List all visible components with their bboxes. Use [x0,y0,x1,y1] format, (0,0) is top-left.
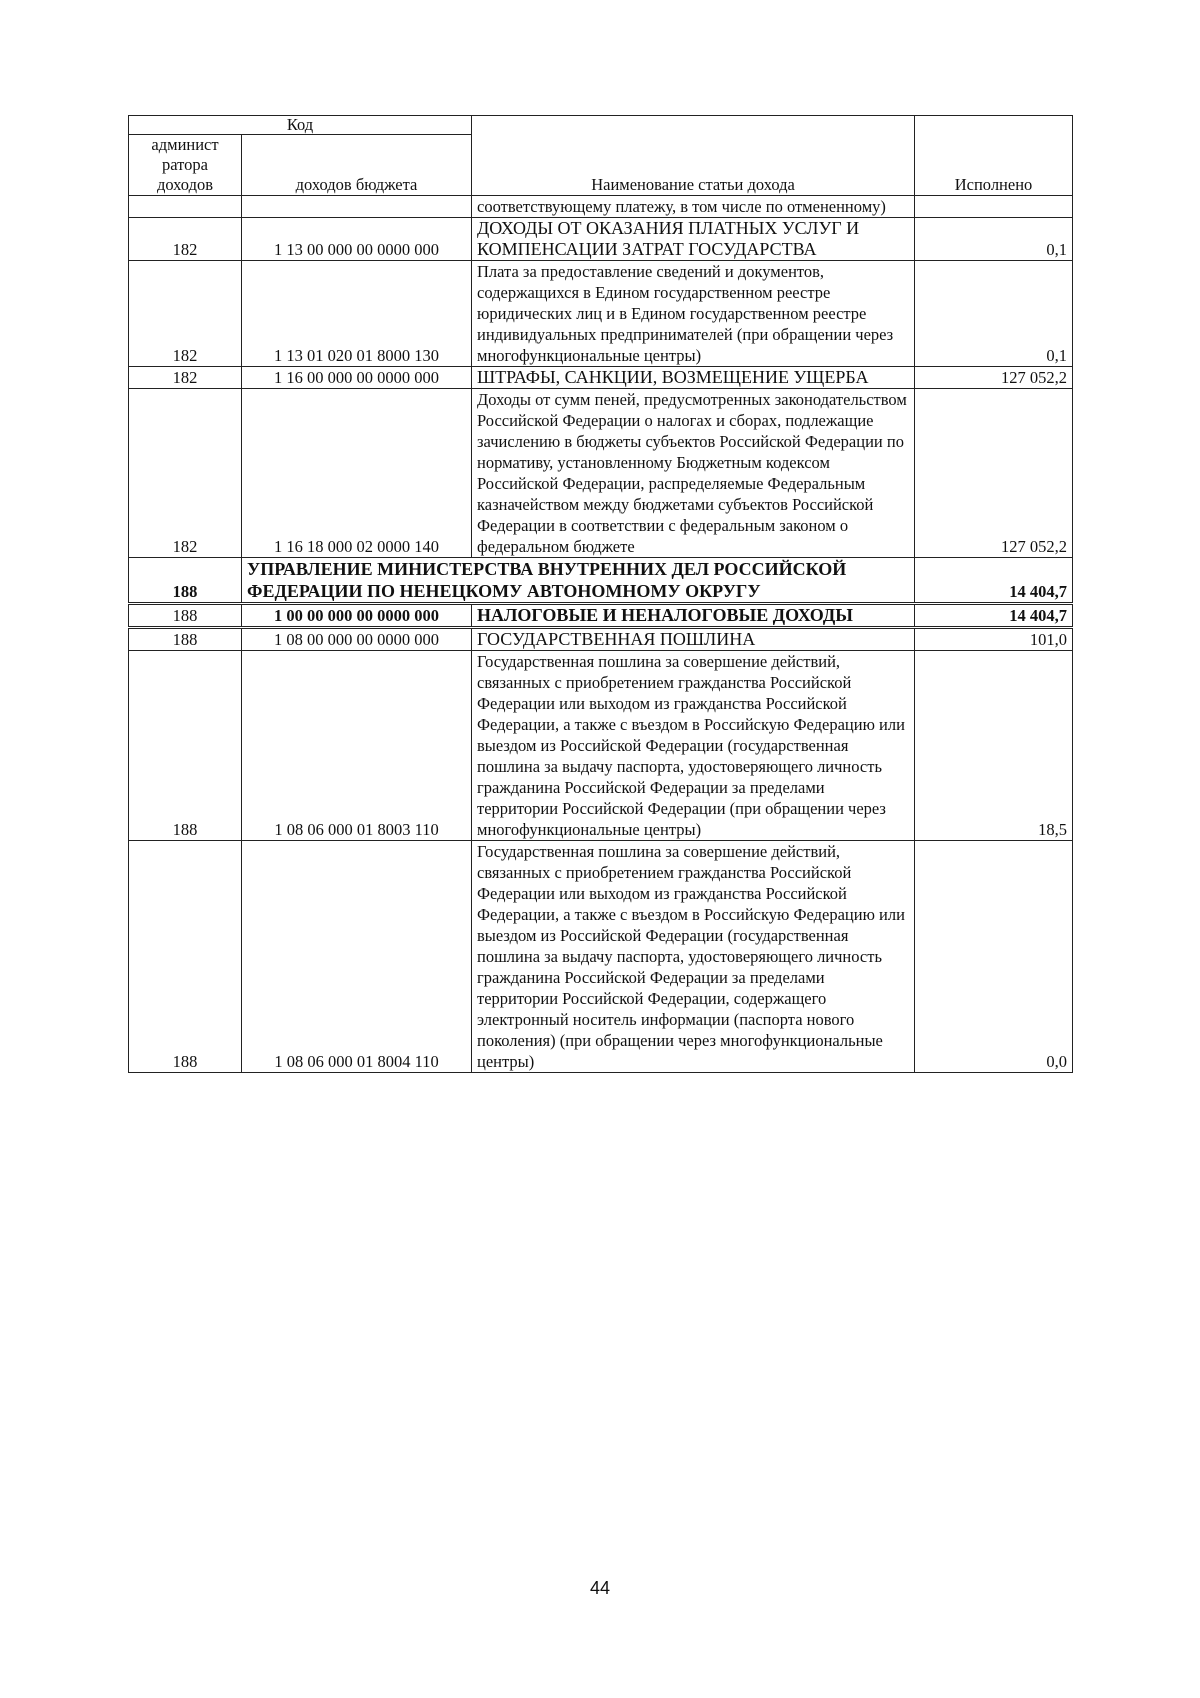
revenue-name-cell: НАЛОГОВЫЕ И НЕНАЛОГОВЫЕ ДОХОДЫ [472,604,915,628]
revenue-code-cell: 1 08 06 000 01 8004 110 [242,841,472,1073]
executed-cell: 127 052,2 [915,367,1073,389]
admin-code-cell: 182 [129,218,242,261]
executed-cell: 14 404,7 [915,558,1073,604]
revenue-code-cell: 1 13 00 000 00 0000 000 [242,218,472,261]
revenue-code-cell: 1 16 00 000 00 0000 000 [242,367,472,389]
revenue-name-cell: ГОСУДАРСТВЕННАЯ ПОШЛИНА [472,628,915,651]
revenue-name-cell: Доходы от сумм пеней, предусмотренных законодательством Российской Федерации о налогах и сборах, подлежащие зачислению в бюджеты субъектов Российской Федерации по нормативу, установленному Бюджетным кодексом Российской Федерации, распределяемые Федеральным казначейством между бюджетами субъектов Российской Федерации в соответствии с федеральным законом о федеральном бюджете [472,389,915,558]
revenue-table [128,115,1073,1073]
table-row [129,389,1073,558]
admin-code-cell [129,196,242,218]
admin-code-cell: 188 [129,651,242,841]
executed-cell [915,196,1073,218]
executed-cell: 18,5 [915,651,1073,841]
page-number: 44 [589,1578,611,1598]
admin-code-cell: 188 [129,628,242,651]
admin-code-cell: 188 [129,558,242,604]
table-row [129,218,1073,261]
admin-code-cell: 188 [129,604,242,628]
revenue-name-cell: ШТРАФЫ, САНКЦИИ, ВОЗМЕЩЕНИЕ УЩЕРБА [472,367,915,389]
table-row [129,841,1073,1073]
executed-column-header: Исполнено [915,116,1073,196]
executed-cell: 14 404,7 [915,604,1073,628]
table-row [129,651,1073,841]
executed-cell: 0,1 [915,218,1073,261]
revenue-name-cell: Государственная пошлина за совершение действий, связанных с приобретением гражданства Российской Федерации или выходом из гражданства Российской Федерации, а также с въездом в Российскую Федерацию или выездом из Российской Федерации (государственная пошлина за выдачу паспорта, удостоверяющего личность гражданина Российской Федерации за пределами территории Российской Федерации (при обращении через многофункциональные центры) [472,651,915,841]
header-row-top [129,116,1073,135]
table-row [129,604,1073,628]
table-row [129,367,1073,389]
revenue-code-cell: 1 08 06 000 01 8003 110 [242,651,472,841]
name-column-header: Наименование статьи дохода [472,116,915,196]
revenue-code-cell [242,196,472,218]
revenue-name-cell: соответствующему платежу, в том числе по отмененному) [472,196,915,218]
admin-code-cell: 182 [129,261,242,367]
revenue-code-cell: 1 00 00 000 00 0000 000 [242,604,472,628]
agency-name-cell: УПРАВЛЕНИЕ МИНИСТЕРСТВА ВНУТРЕННИХ ДЕЛ РОССИЙСКОЙ ФЕДЕРАЦИИ ПО НЕНЕЦКОМУ АВТОНОМНОМУ ОКРУГУ [242,558,915,604]
revenue-name-cell: Плата за предоставление сведений и документов, содержащихся в Едином государственном реестре юридических лиц и в Едином государственном реестре индивидуальных предпринимателей (при обращении через многофункциональные центры) [472,261,915,367]
admin-code-cell: 182 [129,389,242,558]
executed-cell: 0,0 [915,841,1073,1073]
executed-cell: 101,0 [915,628,1073,651]
revenue-code-cell: 1 08 00 000 00 0000 000 [242,628,472,651]
revenue-name-cell: ДОХОДЫ ОТ ОКАЗАНИЯ ПЛАТНЫХ УСЛУГ И КОМПЕНСАЦИИ ЗАТРАТ ГОСУДАРСТВА [472,218,915,261]
table-row [129,628,1073,651]
table-row [129,261,1073,367]
revenue-code-column-header: доходов бюджета [242,135,472,196]
revenue-table-container [128,115,1073,1073]
table-row [129,196,1073,218]
admin-code-cell: 188 [129,841,242,1073]
revenue-code-cell: 1 13 01 020 01 8000 130 [242,261,472,367]
code-group-header: Код [129,116,472,135]
executed-cell: 0,1 [915,261,1073,367]
admin-column-header: админист ратора доходов [129,135,242,196]
agency-row [129,558,1073,604]
admin-code-cell: 182 [129,367,242,389]
revenue-code-cell: 1 16 18 000 02 0000 140 [242,389,472,558]
executed-cell: 127 052,2 [915,389,1073,558]
revenue-name-cell: Государственная пошлина за совершение действий, связанных с приобретением гражданства Российской Федерации или выходом из гражданства Российской Федерации, а также с въездом в Российскую Федерацию или выездом из Российской Федерации (государственная пошлина за выдачу паспорта, удостоверяющего личность гражданина Российской Федерации за пределами территории Российской Федерации, содержащего электронный носитель информации (паспорта нового поколения) (при обращении через многофункциональные центры) [472,841,915,1073]
